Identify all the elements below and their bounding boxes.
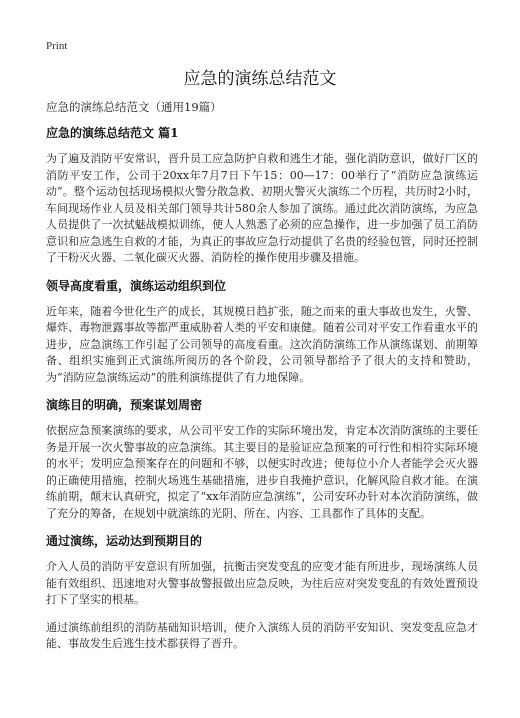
print-link[interactable]: Print	[46, 40, 68, 52]
section-heading: 演练目的明确，预案谋划周密	[46, 398, 203, 412]
section-heading: 领导高度看重，演练运动组织到位	[46, 278, 227, 293]
article-body	[46, 98, 478, 664]
paragraph: 近年来，随着今世化生产的成长，其规模日趋扩张，随之而来的重大事故也发生，火警、爆炸、毒物泄露事故等都严重威胁着人类的平安和康健。随着公司对平安工作看重水平的进步，应急演练工作引起了公司领导的高度看重。这次消防演练工作从演练谋划、前期筹备、组织实施到正式演练所阅历的各个阶段，公司领导都给予了很大的支持和赞助，为“消防应急演练运动”的胜利演练提供了有力地保障。	[46, 304, 478, 384]
article-subtitle: 应急的演练总结范文（通用19篇）	[46, 100, 222, 114]
paragraph: 为了遍及消防平安常识，晋升员工应急防护自救和逃生才能，强化消防意识，做好厂区的消防平安工作，公司于20xx年7月7日下午15：00—17：00举行了“消防应急演练运动”。整个运动包括现场模拟火警分散急救、初期火警灭火演练二个历程，共历时2小时，车间现场作业人员及相关部门领导共计580余人参加了演练。通过此次消防演练，为应急人员提供了一次拭魅战模拟训练，使人人熟悉了必须的应急操作，进一步加强了员工消防意识和应急逃生自救的才能，为真正的事故应急行动提供了名贵的经验包管，同时还控制了干粉灭火器、二氧化碳灭火器、消防栓的操作使用步骤及措施。	[46, 152, 478, 264]
section-heading: 通过演练，运动达到预期目的	[46, 534, 203, 548]
section-heading: 应急的演练总结范文 篇1	[46, 126, 179, 140]
paragraph: 依据应急预案演练的要求，从公司平安工作的实际环境出发，肯定本次消防演练的主要任务是开展一次火警事故的应急演练。其主要目的是验证应急预案的可行性和相符实际环境的水平；发明应急预案存在的问题和不够，以便实时改进；使每位小介人者能学会灭火器的正确使用措施，控制火场逃生基础措施，进步自我掩护意识，化解风险自救才能。在演练前期，颠末认真研究，拟定了“xx年消防应急演练”，公司安环办针对本次消防演练，做了充分的筹备，在规划中就演练的光阴、所在、内容、工具都作了具体的支配。	[46, 424, 478, 520]
page-title: 应急的演练总结范文	[183, 69, 337, 89]
paragraph: 通过演练前组织的消防基础知识培训，使介入演练人员的消防平安知识、突发变乱应急才能、事故发生后逃生技术都获得了晋升。	[46, 620, 478, 650]
paragraph: 介入人员的消防平安意识有所加强，抗衡击突发变乱的应变才能有所进步，现场演练人员能有效组织、迅速地对火警事故警报做出应急反映，为往后应对突发变乱的有效处置预设打下了坚实的根基。	[46, 560, 478, 606]
